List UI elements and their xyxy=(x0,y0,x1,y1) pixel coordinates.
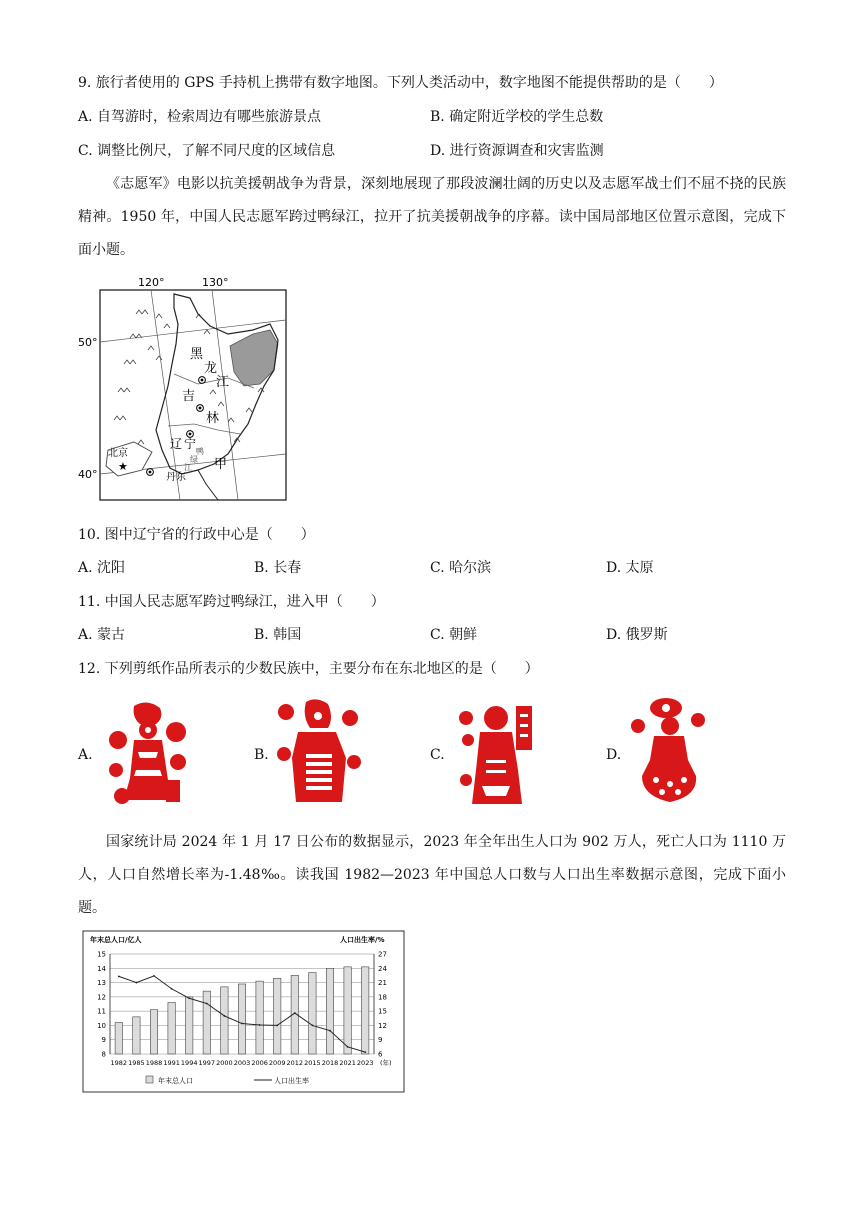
lon-label-130: 130° xyxy=(202,276,229,289)
x-tick-label: 2009 xyxy=(268,1059,286,1067)
y-tick-label: 13 xyxy=(97,979,106,988)
legend-label-birthrate: 人口出生率 xyxy=(274,1077,309,1085)
population-bar xyxy=(238,984,245,1054)
q10-stem: 10. 图中辽宁省的行政中心是（ ） xyxy=(78,527,315,543)
birthrate-point xyxy=(118,975,120,977)
x-tick-label: 1982 xyxy=(110,1059,128,1067)
population-bar xyxy=(362,967,369,1054)
x-tick-label: 1994 xyxy=(180,1059,198,1067)
q10-option-c: C. 哈尔滨 xyxy=(430,560,492,576)
q10-option-d: D. 太原 xyxy=(606,560,654,576)
map-label-dandong: 丹东 xyxy=(166,472,186,483)
map-label-lin: 林 xyxy=(206,411,220,426)
q11-stem: 11. 中国人民志愿军跨过鸭绿江，进入甲（ ） xyxy=(78,594,385,610)
map-label-long: 龙 xyxy=(204,361,218,376)
y-tick-label: 14 xyxy=(97,964,106,973)
y2-tick-label: 6 xyxy=(378,1050,383,1059)
x-tick-label: 2012 xyxy=(286,1059,304,1067)
q12-option-a: A. xyxy=(78,747,93,763)
capital-star-icon: ★ xyxy=(118,460,128,473)
population-bar xyxy=(274,978,281,1054)
q10-option-a: A. 沈阳 xyxy=(78,560,126,576)
birthrate-point xyxy=(153,975,155,977)
y-tick-label: 15 xyxy=(97,950,106,959)
y2-tick-label: 12 xyxy=(378,1021,387,1030)
birthrate-point xyxy=(294,1012,296,1014)
birthrate-point xyxy=(206,1003,208,1005)
map-label-beijing: 北京 xyxy=(108,448,128,459)
lat-label-50: 50° xyxy=(78,336,98,349)
birthrate-point xyxy=(347,1046,349,1048)
map-label-ji: 吉 xyxy=(182,389,196,404)
birthrate-point xyxy=(188,997,190,999)
y-tick-label: 9 xyxy=(101,1036,106,1045)
papercut-b-image xyxy=(276,698,362,806)
x-tick-label: 2006 xyxy=(251,1059,268,1067)
population-bar xyxy=(256,981,263,1054)
y-tick-label: 8 xyxy=(101,1050,106,1059)
q12-option-b: B. xyxy=(254,747,269,763)
population-birthrate-chart xyxy=(82,930,406,1094)
q9-option-d: D. 进行资源调查和灾害监测 xyxy=(430,143,604,159)
q12-option-c: C. xyxy=(430,747,445,763)
q12-option-d: D. xyxy=(606,747,622,763)
x-tick-label: 1997 xyxy=(198,1059,216,1067)
map-label-ning: 宁 xyxy=(184,437,197,451)
q11-option-b: B. 韩国 xyxy=(254,627,302,643)
chart-y2label: 人口出生率/% xyxy=(340,936,385,944)
northeast-china-map xyxy=(78,274,300,506)
q12-stem: 12. 下列剪纸作品所表示的少数民族中，主要分布在东北地区的是（ ） xyxy=(78,661,539,677)
birthrate-point xyxy=(171,988,173,990)
y-tick-label: 12 xyxy=(97,993,106,1002)
population-bar xyxy=(133,1017,140,1054)
q10-option-b: B. 长春 xyxy=(254,560,302,576)
intro-paragraph-1: 《志愿军》电影以抗美援朝战争为背景，深刻地展现了那段波澜壮阔的历史以及志愿军战士们不屈不挠的民族精神。1950 年，中国人民志愿军跨过鸭绿江，拉开了抗美援朝战争的序幕。读中国局部地区位置示意图，完成下面小题。 xyxy=(78,176,786,258)
q11-option-c: C. 朝鲜 xyxy=(430,627,478,643)
population-bar xyxy=(309,973,316,1054)
q9-option-b: B. 确定附近学校的学生总数 xyxy=(430,109,604,125)
y2-tick-label: 21 xyxy=(378,979,387,988)
x-tick-label: 2021 xyxy=(339,1059,356,1067)
x-tick-label: 1985 xyxy=(128,1059,145,1067)
birthrate-point xyxy=(312,1025,314,1027)
population-bar xyxy=(326,968,333,1054)
y-tick-label: 11 xyxy=(97,1007,106,1016)
y-tick-label: 10 xyxy=(97,1021,106,1030)
birthrate-point xyxy=(224,1015,226,1017)
map-label-hei: 黑 xyxy=(190,347,204,362)
y2-tick-label: 27 xyxy=(378,950,387,959)
papercut-c-image xyxy=(456,700,536,810)
legend-label-population: 年末总人口 xyxy=(158,1077,193,1085)
x-tick-label: 2023 xyxy=(356,1059,374,1067)
x-tick-label: 1991 xyxy=(163,1059,180,1067)
y2-tick-label: 15 xyxy=(378,1007,387,1016)
population-bar xyxy=(221,987,228,1054)
q11-option-d: D. 俄罗斯 xyxy=(606,627,668,643)
birthrate-point xyxy=(259,1024,261,1026)
q9-option-a: A. 自驾游时，检索周边有哪些旅游景点 xyxy=(78,109,322,125)
birthrate-point xyxy=(241,1023,243,1025)
population-bar xyxy=(150,1010,157,1054)
birthrate-point xyxy=(136,982,138,984)
legend-swatch-population xyxy=(146,1076,153,1083)
population-bar xyxy=(344,967,351,1054)
chart-ylabel: 年末总人口/亿人 xyxy=(90,936,142,944)
map-label-jia: 甲 xyxy=(214,457,228,472)
map-label-yalu-2: 绿 xyxy=(190,455,198,464)
population-bar xyxy=(168,1003,175,1054)
x-tick-label: 2015 xyxy=(304,1059,321,1067)
map-label-yalu-1: 鸭 xyxy=(196,447,204,456)
q9-option-c: C. 调整比例尺，了解不同尺度的区域信息 xyxy=(78,143,336,159)
population-bar xyxy=(203,991,210,1054)
lon-label-120: 120° xyxy=(138,276,165,289)
papercut-d-image xyxy=(626,696,712,808)
map-label-yalu-3: 江 xyxy=(184,463,192,472)
x-tick-label: 2003 xyxy=(233,1059,251,1067)
birthrate-point xyxy=(329,1030,331,1032)
birthrate-point xyxy=(276,1025,278,1027)
map-label-liao: 辽 xyxy=(170,437,183,451)
q9-stem: 9. 旅行者使用的 GPS 手持机上携带有数字地图。下列人类活动中，数字地图不能提供帮助的是（ ） xyxy=(78,75,723,91)
population-bar xyxy=(115,1023,122,1054)
intro-paragraph-2: 国家统计局 2024 年 1 月 17 日公布的数据显示，2023 年全年出生人口为 902 万人，死亡人口为 1110 万人，人口自然增长率为-1.48‰。读我国 1982—2023 年中国总人口数与人口出生率数据示意图，完成下面小题。 xyxy=(78,834,786,916)
lat-label-40: 40° xyxy=(78,468,98,481)
map-label-jiang: 江 xyxy=(216,375,230,390)
y2-tick-label: 9 xyxy=(378,1036,383,1045)
x-tick-label: 2018 xyxy=(321,1059,339,1067)
population-bar xyxy=(186,997,193,1054)
q11-option-a: A. 蒙古 xyxy=(78,627,126,643)
x-tick-label: 1988 xyxy=(145,1059,163,1067)
x-axis-unit: (年) xyxy=(380,1059,392,1067)
y2-tick-label: 24 xyxy=(378,964,387,973)
x-tick-label: 2000 xyxy=(216,1059,233,1067)
papercut-a-image xyxy=(104,700,190,812)
birthrate-point xyxy=(364,1051,366,1053)
y2-tick-label: 18 xyxy=(378,993,387,1002)
